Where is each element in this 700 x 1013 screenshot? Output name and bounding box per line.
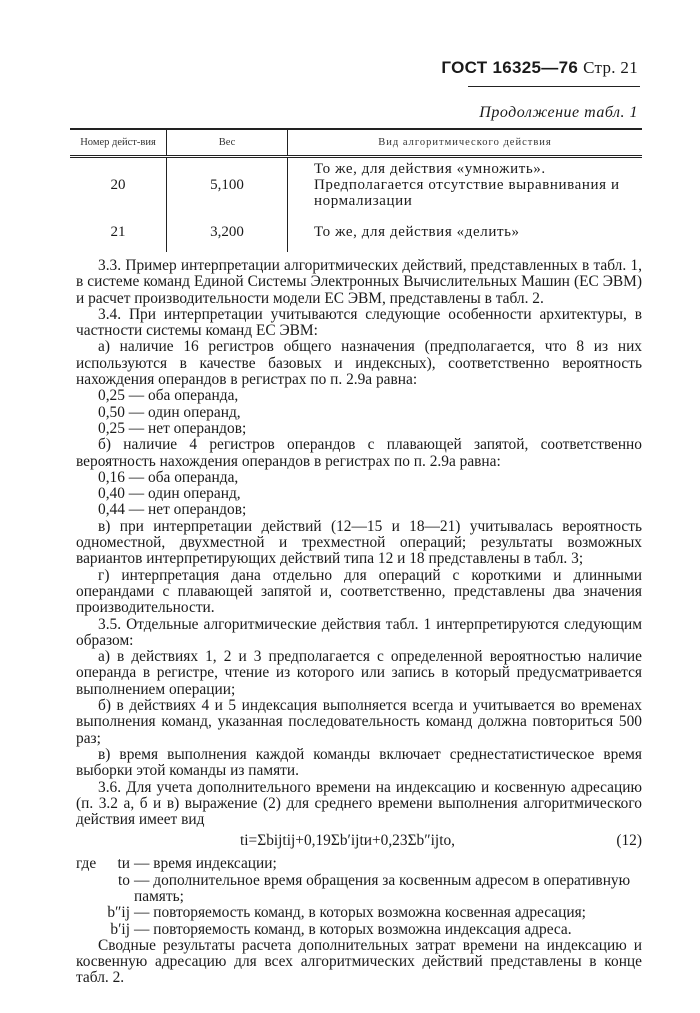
row-weight: 3,200 xyxy=(167,212,288,252)
definition-symbol: to xyxy=(118,871,130,889)
table-row xyxy=(70,212,642,252)
definition-symbol: b″ij xyxy=(107,904,130,922)
row-description: То же, для действия «делить» xyxy=(288,212,643,252)
item-a: а) наличие 16 регистров общего назначения (предполагается, что 8 из них используются в качестве базовых и индексных), соответственно вероятность нахождения операндов в регистрах по п. 2.9а равна: xyxy=(76,338,642,389)
definition-text: — повторяемость команд, в которых возможна косвенная адресация; xyxy=(134,904,586,922)
probability-line: 0,50 — один операнд, xyxy=(98,403,241,421)
item-a: а) в действиях 1, 2 и 3 предполагается с определенной вероятностью наличие операнда в регистре, чтение из которого или запись в который предусматривается выполнением операции; xyxy=(76,648,642,698)
row-number: 21 xyxy=(110,223,126,240)
paragraph-3-5: 3.5. Отдельные алгоритмические действия табл. 1 интерпретируются следующим образом: xyxy=(76,615,642,649)
row-number: 20 xyxy=(110,176,126,193)
symbol-definitions xyxy=(76,856,642,937)
row-weight: 5,100 xyxy=(167,157,288,213)
item-b: б) наличие 4 регистров операндов с плавающей запятой, соответственно вероятность нахождения операндов в регистрах по п. 2.9а равна: xyxy=(76,436,642,470)
definition-text: — время индексации; xyxy=(134,855,277,873)
table-row xyxy=(70,157,642,213)
paragraph-3-4: 3.4. При интерпретации учитываются следующие особенности архитектуры, в частности системы команд ЕС ЭВМ: xyxy=(76,305,642,340)
algorithmic-actions-table xyxy=(70,128,642,252)
paragraph-3-6: 3.6. Для учета дополнительного времени на индексацию и косвенную адресацию (п. 3.2 а, б и в) выражение (2) для среднего времени выполнения алгоритмического действия имеет вид xyxy=(76,778,642,829)
column-header-weight: Вес xyxy=(167,129,288,157)
formula-number: (12) xyxy=(616,832,642,850)
summary-paragraph: Сводные результаты расчета дополнительных затрат времени на индексацию и косвенную адресацию для всех алгоритмических действий представлены в конце табл. 2. xyxy=(76,936,642,987)
row-description: То же, для действия «умножить». Предполагается отсутствие выравнивания и нормализации xyxy=(288,157,643,213)
definition-text: — повторяемость команд, в которых возможна индексация адреса. xyxy=(134,920,572,938)
page-number: Стр. 21 xyxy=(583,58,638,77)
page-header xyxy=(441,58,638,78)
item-v: в) при интерпретации действий (12—15 и 18—21) учитывалась вероятность одноместной, двухместной и трехместной операций; результаты возможных вариантов интерпретирующих действий типа 12 и 18 представлены в табл. 3; xyxy=(76,517,642,568)
column-header-action-type: Вид алгоритмического действия xyxy=(288,129,643,157)
definition-symbol: где tи xyxy=(76,855,130,873)
probability-line: 0,16 — оба операнда, xyxy=(98,468,239,486)
probability-line: 0,44 — нет операндов; xyxy=(98,501,247,519)
table-header-row xyxy=(70,129,642,157)
header-rule xyxy=(468,86,640,87)
formula-12 xyxy=(76,830,642,854)
document-body xyxy=(76,258,642,987)
definition-symbol: b′ij xyxy=(110,920,130,938)
column-header-number: Номер дейст-вия xyxy=(70,129,167,157)
probability-line: 0,25 — оба операнда, xyxy=(98,387,239,405)
item-b: б) в действиях 4 и 5 индексация выполняется всегда и учитывается во временах выполнения команд, указанная последовательность команд должна повториться 500 раз; xyxy=(76,697,642,747)
where-word: где xyxy=(76,855,97,873)
formula-expression: ti=Σbijtij+0,19Σb′ijtи+0,23Σb″ijto, xyxy=(240,832,456,850)
standard-number: ГОСТ 16325—76 xyxy=(441,58,579,77)
item-v: в) время выполнения каждой команды включает среднестатистическое время выборки этой команды из памяти. xyxy=(76,745,642,780)
table-continuation-label: Продолжение табл. 1 xyxy=(479,104,638,121)
probability-line: 0,40 — один операнд, xyxy=(98,485,241,503)
definition-text: — дополнительное время обращения за косвенным адресом в оперативную память; xyxy=(134,871,631,905)
item-g: г) интерпретация дана отдельно для операций с короткими и длинными операндами с плавающей запятой и, соответственно, представлены два значения производительности. xyxy=(76,566,642,617)
paragraph-3-3: 3.3. Пример интерпретации алгоритмических действий, представленных в табл. 1, в системе команд Единой Системы Электронных Вычислительных Машин (ЕС ЭВМ) и расчет производительности модели ЕС ЭВМ, представлены в табл. 2. xyxy=(76,257,642,307)
probability-line: 0,25 — нет операндов; xyxy=(98,419,247,437)
